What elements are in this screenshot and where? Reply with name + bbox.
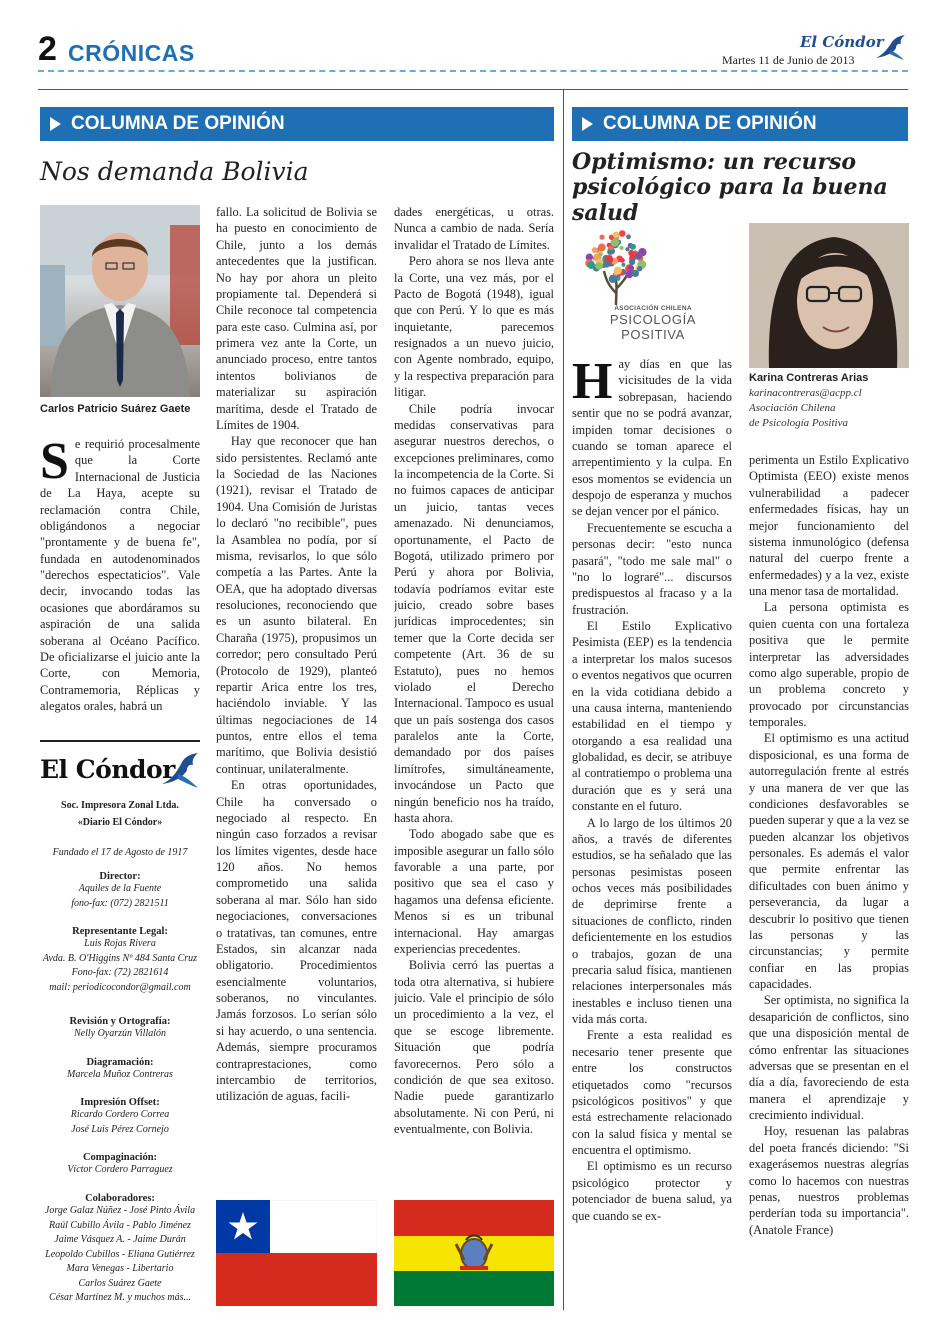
value: José Luis Pérez Cornejo bbox=[71, 1123, 169, 1135]
header-logo: El Cóndor bbox=[800, 33, 884, 51]
value: Nelly Oyarzún Villalón bbox=[73, 1028, 167, 1039]
tree-leaf-dot bbox=[628, 265, 634, 271]
condor-icon bbox=[160, 752, 200, 790]
paragraph: A lo largo de los últimos 20 años, a través de diferentes estudios, se ha señalado que las personas pesimistas poseen ochos veces más posibilidades de deprimirse frente a situaciones de conflicto, rinden deficientemente en los estudios o trabajos, gozan de una precaria salud física, mantienen relaciones interpersonales más inestables e incluso tienen una vida más corta. bbox=[572, 815, 732, 1026]
label: Representante Legal: bbox=[72, 926, 168, 937]
column-divider bbox=[563, 90, 564, 1310]
value: Víctor Cordero Parraguez bbox=[67, 1164, 173, 1175]
masthead-layout bbox=[40, 1057, 200, 1083]
label: Compaginación: bbox=[82, 1152, 158, 1163]
masthead-legal bbox=[40, 926, 200, 995]
author-email-link[interactable]: karinacontreras@acpp.cl bbox=[749, 387, 862, 399]
paragraph: El Estilo Explicativo Pesimista (EEP) es la tendencia a interpretar los malos sucesos o eventos negativos que ocurren en la vida cotidiana debido a una causa interna, manteniendo estabilidad en el tiempo y otorgando a esa realidad una globalidad, es decir, se atribuye al contratiempo o problema una duración que es y será una constante en el futuro. bbox=[572, 619, 732, 814]
tree-leaf-dot bbox=[633, 250, 637, 254]
tree-leaf-dot bbox=[619, 246, 623, 250]
paragraph: La persona optimista es quien cuenta con una fortaleza positiva que le permite interpretar las adversidades como algo superable, propio de un problema concreto y provocado por circunstancias temporales. bbox=[749, 600, 909, 729]
header-rule bbox=[38, 89, 908, 90]
masthead-print bbox=[40, 1097, 200, 1137]
paragraph: Frecuentemente se escucha a personas decir: "esto nunca pasará", "todo me sale mal" o "no lo lograré"... discursos predispuestos al fracaso y a la frustración. bbox=[572, 520, 732, 617]
tree-leaf-dot bbox=[620, 258, 625, 263]
section-bar-label: COLUMNA DE OPINIÓN bbox=[71, 113, 285, 134]
value: Avda. B. O'Higgins Nº 484 Santa Cruz bbox=[42, 952, 198, 964]
text-column-e bbox=[749, 452, 909, 1307]
label: Diagramación: bbox=[86, 1057, 154, 1068]
label: Colaboradores: bbox=[85, 1193, 155, 1204]
section-bar-label: COLUMNA DE OPINIÓN bbox=[603, 113, 817, 134]
paragraph bbox=[572, 356, 732, 520]
section-bar-left bbox=[40, 107, 554, 141]
header-dashed-rule bbox=[38, 70, 908, 72]
paper-name: «Diario El Cóndor» bbox=[77, 817, 163, 828]
value: Leopoldo Cubillos - Eliana Gutiérrez bbox=[45, 1248, 195, 1260]
tree-leaf-dot bbox=[629, 259, 635, 265]
page-number: 2 bbox=[38, 30, 57, 68]
paragraph: dades energéticas, u otras. Nunca a cambio de nada. Sería invalidar el Tratado de Límites. bbox=[394, 205, 554, 252]
tree-leaf-dot bbox=[588, 261, 596, 269]
chile-flag-image bbox=[216, 1200, 377, 1306]
section-title: CRÓNICAS bbox=[68, 40, 195, 66]
value: Luis Rojas Rivera bbox=[84, 938, 156, 949]
tree-leaf-dot bbox=[626, 234, 631, 239]
paragraph: El optimismo es una actitud disposicional, es una forma de autorregulación frente al estrés y una manera de ver que las condiciones desfavorables se pueden superar y que a la vez se pueden alcanzar los objetivos personales. Es además el valor que permite enfrentar las dificultades con buen ánimo y perseverancia, da lugar a descubrir lo positivo que tienen las personas y las circunstancias; y permite confiar en las propias capacidades. bbox=[749, 731, 909, 991]
paragraph: Pero ahora se nos lleva ante la Corte, una vez más, por el Pacto de Bogotá (1948), igual que con Perú. Y lo que es más inquietante, parecemos resignados a un nuevo juicio, con Agente nombrado, equipo, y la respectiva preparación para litigar. bbox=[394, 254, 554, 400]
paragraph: El optimismo es un recurso psicológico protector y potenciador de buena salud, ya que cuando se ex- bbox=[572, 1159, 732, 1223]
text-column-d bbox=[572, 356, 732, 1306]
bolivia-flag-image bbox=[394, 1200, 554, 1306]
masthead-director bbox=[40, 871, 200, 911]
tree-leaf-dot bbox=[632, 270, 639, 277]
text-column-c bbox=[394, 204, 554, 1194]
masthead-title: El Cóndor bbox=[40, 755, 175, 784]
tree-leaf-dot bbox=[630, 244, 636, 250]
headline-left: Nos demanda Bolivia bbox=[40, 157, 309, 186]
label: Director: bbox=[99, 871, 141, 882]
tree-leaf-dot bbox=[599, 235, 604, 240]
tree-leaf-dot bbox=[621, 263, 625, 267]
tree-leaf-dot bbox=[625, 247, 629, 251]
tree-leaf-dot bbox=[619, 230, 626, 237]
masthead-rule bbox=[40, 740, 200, 742]
label: Impresión Offset: bbox=[80, 1097, 160, 1108]
section-bar-right bbox=[572, 107, 908, 141]
paragraph: Chile podría invocar medidas conservativas para asegurar nuestros derechos, o excepciones preliminares, como la incompetencia de la Corte. Si no fuimos capaces de anticipar un juicio, tantas veces amenazado. Ni denunciamos, oportunamente, el Pacto de Bogotá, utilizado primero por Perú y ahora por Bolivia, todavía podríamos evitar este juicio, creado sobre bases jurídicas improcedentes; sin temer que la Corte decida ser competente (Art. 36 de su Estatuto), pues no hemos violado el Derecho Internacional. Tampoco es usual que un país sostenga dos casos paralelos ante la Corte, demandado por dos países limítrofes, simultáneamente, invocándose un Pacto que ningún beneficio nos ha traído, hasta ahora. bbox=[394, 401, 554, 825]
paragraph: Ser optimista, no significa la desaparición de conflictos, sino que una disposición mental de cómo enfrentar las situaciones adversas que se presentan en el día a día, favoreciendo de esta manera el aprendizaje y crecimiento individual. bbox=[749, 993, 909, 1122]
condor-icon bbox=[874, 34, 908, 62]
masthead-company bbox=[40, 799, 200, 814]
paragraph: Hay que reconocer que han sido persistentes. Reclamó ante la Sociedad de las Naciones (1921), revisar el Tratado de 1904. Una Comisión de Juristas lo declaró "no recibible", pues la Asamblea no podía, por sí misma, revisarlos, lo que sólo competía a las Partes. Ante la OEA, que ha adoptado diversas resoluciones, reconociendo que es un asunto bilateral. En Charaña (1975), propusimos un corredor; pero consultado Perú (Protocolo de 1929), planteó repartir Arica entre los tres, haciéndolo inviable. Y las últimas negociaciones de 14 puntos, entre ellos el tema marítimo, que Bolivia desistió continuar, unilateralmente. bbox=[216, 434, 377, 776]
paragraph: Todo abogado sabe que es imposible asegurar un fallo sólo favorable a una parte, por positivo que sea el caso y hagamos una defensa eficiente. Menos si es un tribunal internacional. Hay amargas experiencias precedentes. bbox=[394, 827, 554, 956]
psicologia-positiva-logo bbox=[578, 305, 728, 342]
masthead-paper bbox=[40, 816, 200, 831]
company-name: Soc. Impresora Zonal Ltda. bbox=[61, 800, 179, 811]
author-org: de Psicología Positiva bbox=[749, 417, 848, 429]
paragraph: fallo. La solicitud de Bolivia se ha puesto en conocimiento de Chile, junto a los demás antecedentes que la justifican. No hay por ahora un pleito propiamente tal. Dependerá si Chile reconoce tal competencia para este caso. Culmina así, por primera vez ante la Corte, un anunciado proceso, entre tantos intentos bolivianos de materializar su aspiración marítima, desde el Tratado de Límites de 1904. bbox=[216, 205, 377, 432]
tree-leaf-dot bbox=[592, 247, 598, 253]
paragraph: Frente a esta realidad es necesario tener presente que entre los constructos etiquetados como "recursos psicológicos positivos" y que está estrechamente relacionado con la salud física y mental se encuentra el optimismo. bbox=[572, 1028, 732, 1157]
author-org: Asociación Chilena bbox=[749, 402, 836, 414]
masthead-collab bbox=[40, 1193, 200, 1306]
value: Ricardo Cordero Correa bbox=[70, 1109, 170, 1120]
tree-leaf-dot bbox=[595, 262, 603, 270]
tree-leaf-dot bbox=[637, 266, 642, 271]
play-arrow-icon bbox=[582, 117, 593, 131]
tree-leaf-dot bbox=[613, 231, 620, 238]
value: fono-fax: (072) 2821511 bbox=[71, 897, 169, 909]
headline-right: Optimismo: un recurso psicológico para la buena salud bbox=[572, 149, 888, 226]
logo-text-small: ASOCIACIÓN CHILENA bbox=[614, 305, 692, 312]
issue-date: Martes 11 de Junio de 2013 bbox=[722, 53, 855, 67]
email-link[interactable]: mail: periodicocondor@gmail.com bbox=[49, 981, 191, 993]
tree-leaf-dot bbox=[614, 267, 622, 275]
value: Marcela Muñoz Contreras bbox=[67, 1069, 173, 1080]
play-arrow-icon bbox=[50, 117, 61, 131]
masthead-founded: Fundado el 17 de Agosto de 1917 bbox=[52, 847, 188, 858]
masthead-compag bbox=[40, 1152, 200, 1178]
paragraph-text: e requirió procesalmente que la Corte Internacional de Justicia de La Haya, acepte su reclamación contra Chile, obligándonos a negociar "prontamente y de buena fe", fundada en autodenominados "derechos espectaticios". Vale decir, invocando todas las ocasiones que abordáramos su aspiración de una salida soberana al Océano Pacífico. De oficializarse el juicio ante la Corte, con Memoria, Contramemoria, Réplicas y alegatos orales, habrá un bbox=[40, 437, 200, 713]
logo-text-big: PSICOLOGÍA POSITIVA bbox=[609, 312, 697, 342]
tree-leaf-dot bbox=[636, 253, 641, 258]
author-photo-left bbox=[40, 205, 200, 397]
value: César Martínez M. y muchos más... bbox=[49, 1292, 191, 1303]
paragraph: perimenta un Estilo Explicativo Optimista (EEO) existe menos vulnerabilidad a padecer enfermedades físicas, hay un mejor funcionamiento del sistema inmunológico (defensa natural del cuerpo frente a enfermedades) y a la vez, existe una menor tasa de mortalidad. bbox=[749, 453, 909, 598]
author-photo-right bbox=[749, 223, 909, 368]
photo-caption-left: Carlos Patricio Suárez Gaete bbox=[40, 403, 191, 415]
value: Aquiles de la Fuente bbox=[78, 883, 162, 894]
woman-portrait-image bbox=[749, 223, 909, 368]
drop-cap: H bbox=[572, 356, 613, 410]
paragraph-text: ay días en que las vicisitudes de la vida sobrepasan, haciendo sentir que no se podrá avanzar, impiden tomar decisiones o cuando se toman aparece el arrepentimiento y la culpa. En esos momentos se evidencia un despojo de esperanza y muchos se dejan vencer por el pánico. bbox=[572, 357, 732, 519]
value: Jaime Vásquez A. - Jaime Durán bbox=[54, 1234, 186, 1245]
paragraph: Hoy, resuenan las palabras del poeta francés diciendo: "Si exagerásemos nuestras alegrías como lo hacemos con nuestras penas, nuestros problemas perderían toda su importancia". (Anatole France) bbox=[749, 1124, 909, 1237]
paragraph: En otras oportunidades, Chile ha conversado o negociado al respecto. En ningún caso forzados a revisar los límites vigentes, desde hace 120 años. No hemos comprometido una salida soberana al mar. Sólo han sido negociaciones, conversaciones o tratativas, tan comunes, entre Estados, sin alcanzar nada obligatorio. Procedimientos esencialmente voluntarios, soberanos, no vinculantes. Jamás forzosos. Lo serían sólo si hay acuerdo, o una sentencia. Además, siempre procuramos contraprestaciones, como intercambio de territorios, utilización de aguas, facili- bbox=[216, 778, 377, 1104]
tree-leaf-dot bbox=[598, 252, 602, 256]
drop-cap: S bbox=[40, 436, 69, 490]
value: Mara Venegas - Libertario bbox=[66, 1263, 174, 1274]
value: Fono-fax: (72) 2821614 bbox=[71, 967, 169, 978]
tree-leaf-dot bbox=[598, 243, 606, 251]
author-name: Karina Contreras Arias bbox=[749, 372, 869, 384]
tree-leaf-dot bbox=[609, 275, 617, 283]
value: Raúl Cubillo Ávila - Pablo Jiménez bbox=[49, 1219, 191, 1231]
man-portrait-image bbox=[40, 205, 200, 397]
label: Revisión y Ortografía: bbox=[69, 1016, 171, 1027]
tree-leaf-dot bbox=[603, 260, 610, 267]
paragraph bbox=[40, 436, 200, 714]
tree-leaf-dot bbox=[608, 245, 613, 250]
masthead-revision bbox=[40, 1016, 200, 1042]
text-column-a bbox=[40, 436, 200, 726]
value: Jorge Galaz Núñez - José Pinto Ávila bbox=[44, 1205, 196, 1216]
text-column-b bbox=[216, 204, 377, 1194]
value: Carlos Suárez Gaete bbox=[78, 1277, 162, 1289]
paragraph: Bolivia cerró las puertas a toda otra alternativa, si hubiere juicio. Vale el principio de sólo un procedimiento a la vez, el que se escoge libremente. Situación que podría favorecernos. Pero sólo a condición de que sea exitoso. Nadie puede garantizarlo absolutamente. Ni con Perú, ni eventualmente, con Bolivia. bbox=[394, 958, 554, 1136]
